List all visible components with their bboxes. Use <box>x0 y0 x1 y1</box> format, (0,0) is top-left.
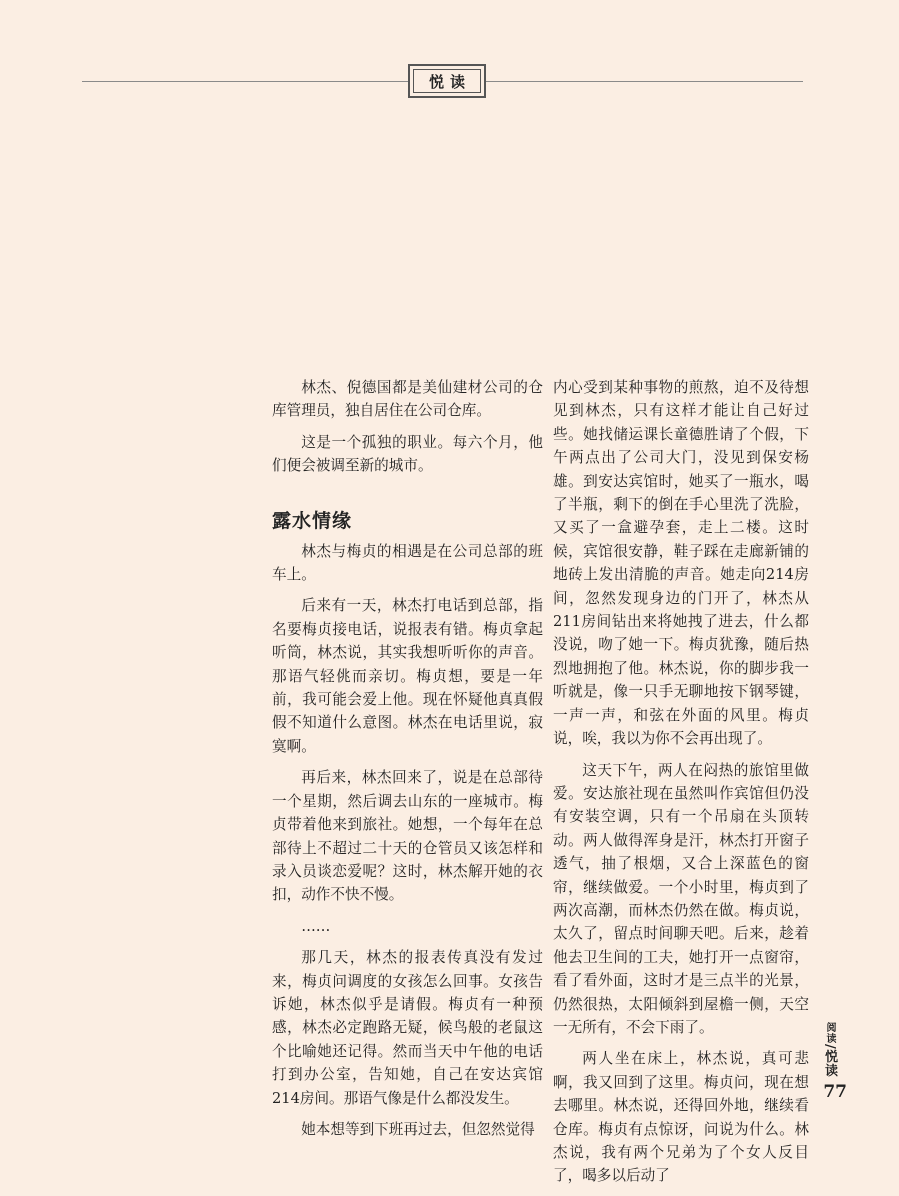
paragraph: 那几天，林杰的报表传真没有发过来，梅贞问调度的女孩怎么回事。女孩告诉她，林杰似乎是请假。梅贞有一种预感，林杰必定跑路无疑，候鸟般的老鼠这个比喻她还记得。然而当天中午他的电话打到办公室，告知她，自己在安达宾馆214房间。那语气像是什么都没发生。 <box>272 949 543 1107</box>
section-label-main: 悦读 <box>822 1049 837 1078</box>
paragraph: 后来有一天，林杰打电话到总部，指名要梅贞接电话，说报表有错。梅贞拿起听筒，林杰说，其实我想听听你的声音。那语气轻佻而亲切。梅贞想，要是一年前，我可能会爱上他。现在怀疑他真真假假不知道什么意图。林杰在电话里说，寂寞啊。 <box>272 597 543 755</box>
section-heading: 露水情缘 <box>272 509 353 532</box>
paragraph: 这天下午，两人在闷热的旅馆里做爱。安达旅社现在虽然叫作宾馆但仍没有安装空调，只有一个吊扇在头顶转动。两人做得浑身是汗，林杰打开窗子透气，抽了根烟，又合上深蓝色的窗帘，继续做爱。一个小时里，梅贞到了两次高潮，而林杰仍然在做。梅贞说，太久了，留点时间聊天吧。后来，趁着他去卫生间的工夫，她打开一点窗帘，看了看外面，这时才是三点半的光景，仍然很热，太阳倾斜到屋檐一侧，天空一无所有，不会下雨了。 <box>553 761 809 1036</box>
paragraph: 她本想等到下班再过去，但忽然觉得 <box>301 1120 535 1138</box>
section-label-separator: / <box>822 1044 837 1050</box>
right-column <box>553 376 809 1196</box>
paragraph: 林杰与梅贞的相遇是在公司总部的班车上。 <box>272 542 543 584</box>
page-number: 77 <box>823 1082 847 1102</box>
paragraph: 再后来，林杰回来了，说是在总部待一个星期，然后调去山东的一座城市。梅贞带着他来到旅社。她想，一个每年在总部待上不超过二十天的仓管员又该怎样和录入员谈恋爱呢？这时，林杰解开她的衣扣，动作不快不慢。 <box>272 769 543 904</box>
section-label <box>820 1022 839 1078</box>
paragraph: 林杰、倪德国都是美仙建材公司的仓库管理员，独自居住在公司仓库。 <box>272 379 543 420</box>
ellipsis: …… <box>301 917 331 935</box>
paragraph: 这是一个孤独的职业。每六个月，他们便会被调至新的城市。 <box>272 433 543 475</box>
section-badge-label: 悦读 <box>428 72 471 91</box>
paragraph: 两人坐在床上，林杰说，真可悲啊，我又回到了这里。梅贞问，现在想去哪里。林杰说，还得回外地，继续看仓库。梅贞有点惊讶，问说为什么。林杰说，我有两个兄弟为了个女人反目了，喝多以后动了 <box>553 1050 809 1185</box>
paragraph: 内心受到某种事物的煎熬，迫不及待想见到林杰，只有这样才能让自己好过些。她找储运课长童德胜请了个假，下午两点出了公司大门，没见到保安杨雄。到安达宾馆时，她买了一瓶水，喝了半瓶，剩下的倒在手心里洗了洗脸，又买了一盒避孕套，走上二楼。这时候，宾馆很安静，鞋子踩在走廊新铺的地砖上发出清脆的声音。她走向214房间，忽然发现身边的门开了，林杰从211房间钻出来将她拽了进去，什么都没说，吻了她一下。梅贞犹豫，随后热烈地拥抱了他。林杰说，你的脚步我一听就是，像一只手无聊地按下钢琴键，一声一声，和弦在外面的风里。梅贞说，唉，我以为你不会再出现了。 <box>553 379 809 748</box>
section-badge <box>408 64 486 98</box>
section-label-small: 阅读 <box>824 1022 835 1044</box>
left-column <box>272 376 543 1149</box>
